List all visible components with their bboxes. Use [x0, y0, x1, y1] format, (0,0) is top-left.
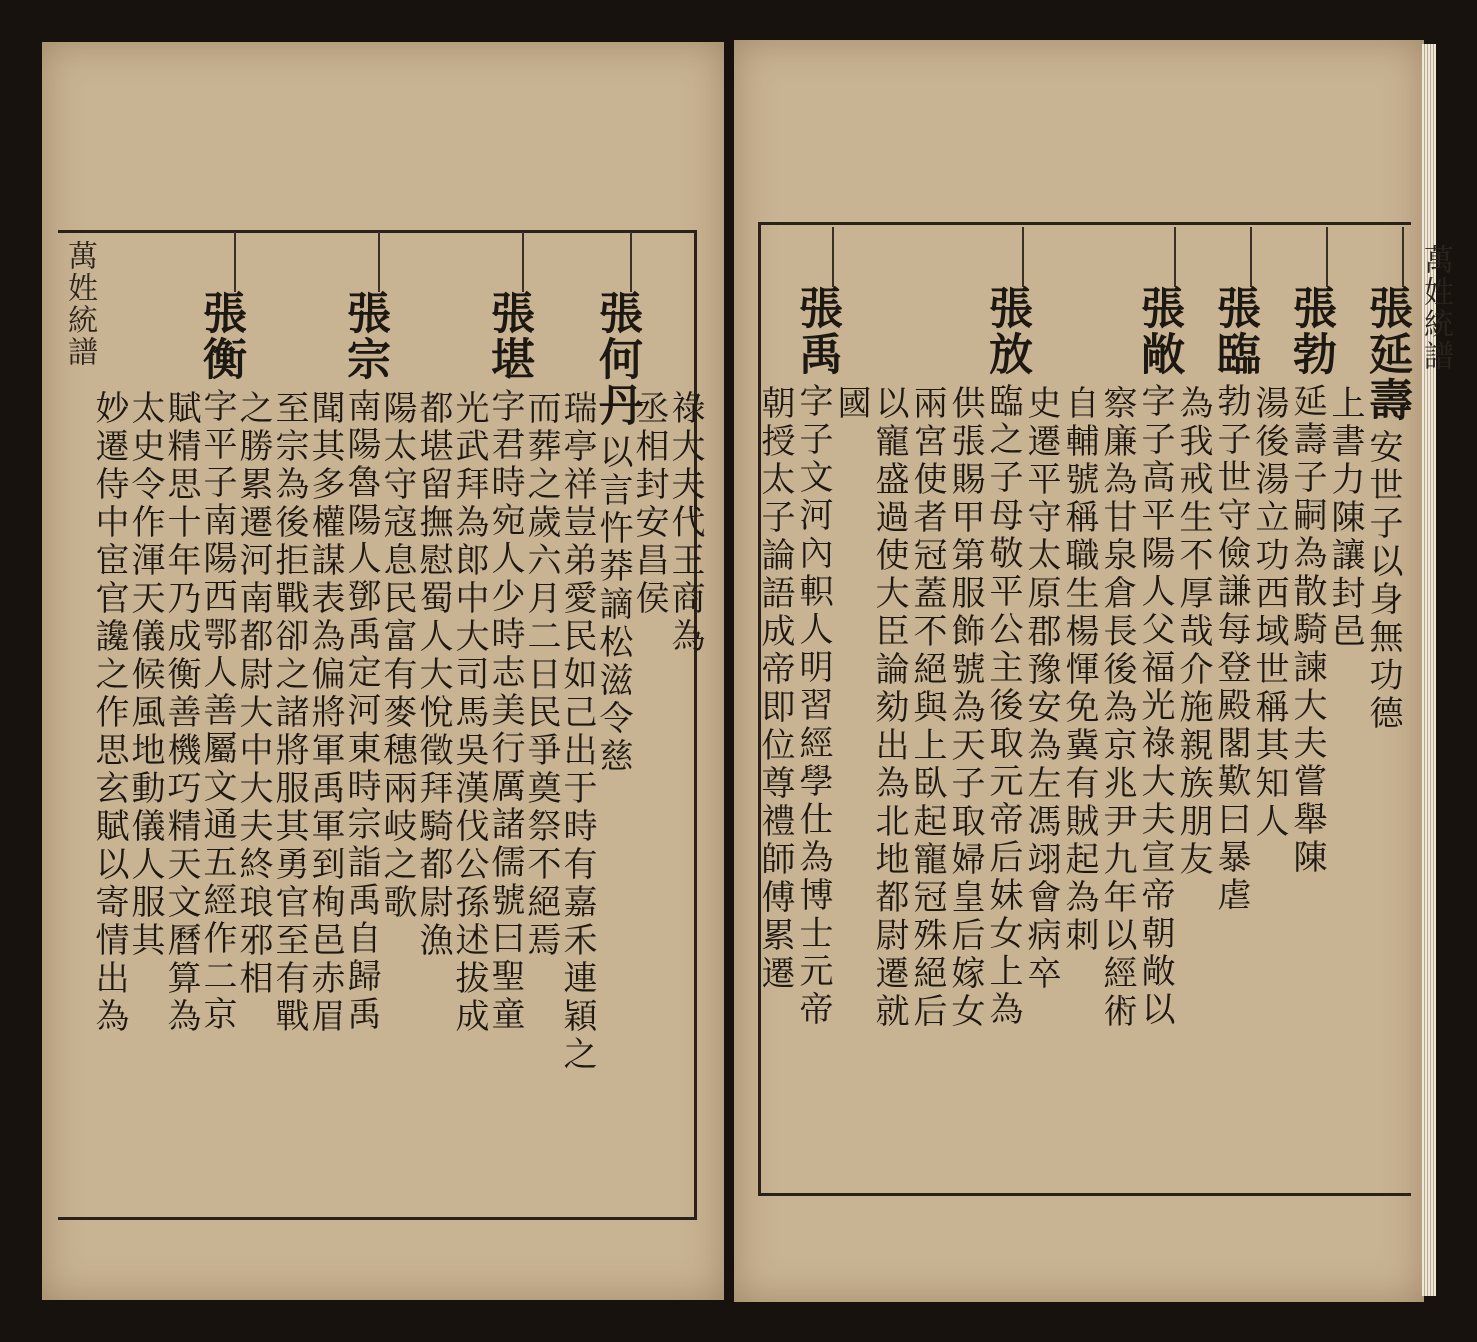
left-column-text: 祿大夫代王商為: [665, 390, 705, 656]
right-column-text: 以寵盛過使大臣論劾出為北地都尉遷就: [869, 385, 909, 1031]
right-entry-rule: [1402, 227, 1404, 287]
right-column-text: 湯後湯立功西域世稱其知人: [1249, 385, 1289, 841]
left-column-text: 太史令作渾天儀候風地動儀人服其: [125, 390, 165, 960]
right-column-text: 兩宮使者冠蓋不絕與上臥起寵冠殊絕后: [907, 385, 947, 1031]
right-margin-title: 萬姓統譜: [1418, 244, 1453, 372]
left-column-text: 陽太守寇息民富有麥穗兩岐之歌: [377, 390, 417, 922]
right-column-text: 察廉為甘泉倉長後為京兆尹九年以經術: [1097, 385, 1137, 1031]
right-entry-name: 張禹: [791, 285, 842, 377]
left-column-text: 以言忤莽謫松滋令慈: [593, 434, 633, 776]
right-entry-name: 張延壽: [1361, 285, 1412, 423]
left-entry-name: 張衡: [195, 290, 246, 382]
right-entry-rule: [1174, 227, 1176, 287]
right-column-text: 延壽子嗣為散騎諫大夫嘗舉陳: [1287, 383, 1327, 877]
left-column-text: 瑞亭祥豈弟愛民如己出于時有嘉禾連穎之: [557, 390, 597, 1074]
left-entry-name: 張堪: [483, 290, 534, 382]
right-entry-rule: [832, 227, 834, 287]
left-column-text: 之勝累遷河南都尉大中大夫終琅邪相: [233, 390, 273, 998]
left-column-text: 賦精思十年乃成衡善機巧精天文曆算為: [161, 390, 201, 1036]
right-entry-name: 張臨: [1209, 285, 1260, 377]
right-entry-rule: [1022, 227, 1024, 287]
right-column-text: 字子文河內軹人明習經學仕為博士元帝: [793, 383, 833, 1029]
right-column-text: 勃子世守儉謙每登殿閣歎曰暴虐: [1211, 383, 1251, 915]
left-column-text: 妙遷侍中宦官讒之作思玄賦以寄情出為: [89, 390, 129, 1036]
right-column-text: 朝授太子論語成帝即位尊禮師傅累遷: [755, 385, 795, 993]
right-entry-name: 張敞: [1133, 285, 1184, 377]
left-column-text: 丞相封安昌侯: [629, 390, 669, 618]
left-entry-name: 張何丹: [591, 290, 642, 428]
left-column-text: 字平子南陽西鄂人善屬文通五經作二京: [197, 388, 237, 1034]
right-column-text: 安世子以身無功德: [1363, 429, 1403, 733]
right-column-text: 國: [831, 385, 871, 423]
left-entry-rule: [522, 232, 524, 292]
right-column-text: 自輔號稱職生楊惲免冀有賊起為刺: [1059, 385, 1099, 955]
left-column-text: 聞其多權謀表為偏將軍禹軍到栒邑赤眉: [305, 390, 345, 1036]
left-margin-title: 萬姓統譜: [62, 240, 97, 368]
left-column-text: 光武拜為郎中大司馬吳漢伐公孫述拔成: [449, 390, 489, 1036]
left-entry-rule: [630, 232, 632, 292]
right-entry-name: 張放: [981, 285, 1032, 377]
left-column-text: 至宗為後拒戰卻之諸將服其勇官至有戰: [269, 390, 309, 1036]
left-entry-name: 張宗: [339, 290, 390, 382]
left-entry-rule: [234, 232, 236, 292]
right-column-text: 史遷平守太原郡豫安為左馮翊會病卒: [1021, 385, 1061, 993]
right-column-text: 供張賜甲第服飾號為天子取婦皇后嫁女: [945, 385, 985, 1031]
left-column-text: 南陽魯陽人鄧禹定河東時宗詣禹自歸禹: [341, 388, 381, 1034]
right-column-text: 為我戒生不厚哉介施親族朋友: [1173, 385, 1213, 879]
left-column-text: 都堪留撫慰蜀人大悅徵拜騎都尉漁: [413, 390, 453, 960]
right-entry-rule: [1326, 227, 1328, 287]
right-column-text: 字子高平陽人父福光祿大夫宣帝朝敞以: [1135, 383, 1175, 1029]
left-entry-rule: [378, 232, 380, 292]
right-column-text: 臨之子母敬平公主後取元帝后妹女上為: [983, 383, 1023, 1029]
page-edges: [1422, 44, 1436, 1296]
right-entry-rule: [1250, 227, 1252, 287]
left-column-text: 字君時宛人少時志美行厲諸儒號曰聖童: [485, 388, 525, 1034]
right-entry-name: 張勃: [1285, 285, 1336, 377]
left-column-text: 而葬之歲六月二日民爭奠祭不絕焉: [521, 390, 561, 960]
right-column-text: 上書力陳讓封邑: [1325, 385, 1365, 651]
